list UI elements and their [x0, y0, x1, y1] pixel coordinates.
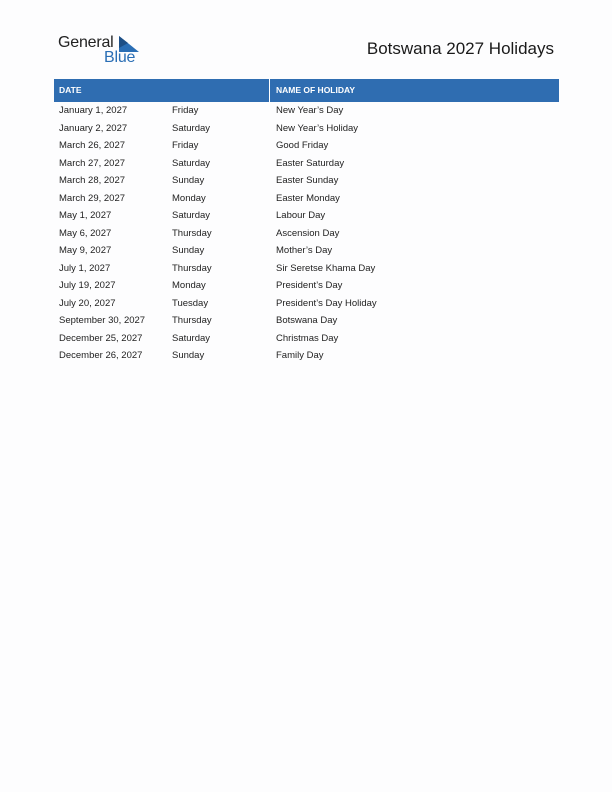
holiday-weekday: Friday [172, 105, 199, 116]
holiday-date: March 28, 2027 [59, 175, 126, 186]
holiday-date: January 1, 2027 [59, 105, 128, 116]
holiday-date: May 1, 2027 [59, 210, 112, 221]
holiday-date: July 1, 2027 [59, 262, 111, 274]
holiday-name: Family Day [276, 350, 324, 361]
holiday-name: Labour Day [276, 210, 326, 221]
holiday-weekday: Thursday [172, 227, 212, 239]
holiday-date: December 25, 2027 [59, 332, 143, 344]
table-row [54, 207, 559, 225]
holiday-weekday: Thursday [172, 262, 212, 274]
column-header-name: NAME OF HOLIDAY [276, 85, 356, 95]
holiday-date: January 2, 2027 [59, 122, 128, 134]
holiday-date: May 9, 2027 [59, 245, 112, 256]
table-row [54, 330, 559, 348]
holiday-date: March 26, 2027 [59, 140, 126, 151]
table-row [54, 242, 559, 260]
holiday-weekday: Tuesday [172, 297, 209, 309]
holiday-date: March 27, 2027 [59, 157, 126, 169]
holiday-date: March 29, 2027 [59, 192, 126, 204]
table-row [54, 347, 559, 365]
holiday-weekday: Friday [172, 140, 199, 151]
holiday-name: Easter Monday [276, 192, 340, 204]
logo [58, 34, 148, 68]
holiday-name: New Year’s Day [276, 105, 344, 116]
holiday-weekday: Saturday [172, 157, 211, 169]
page-title: Botswana 2027 Holidays [366, 39, 554, 58]
holiday-name: President’s Day [276, 280, 343, 291]
holiday-table-body [54, 102, 559, 365]
holiday-weekday: Monday [172, 280, 206, 291]
table-row [54, 277, 559, 295]
holiday-weekday: Saturday [172, 210, 211, 221]
holiday-weekday: Saturday [172, 122, 211, 134]
table-row [54, 295, 559, 313]
holiday-name: Sir Seretse Khama Day [276, 262, 376, 274]
table-row [54, 312, 559, 330]
holiday-weekday: Sunday [172, 245, 205, 256]
holiday-name: Easter Sunday [276, 175, 339, 186]
holiday-date: July 20, 2027 [59, 297, 116, 309]
column-header-date: DATE [54, 79, 270, 102]
table-row [54, 225, 559, 243]
table-row [54, 155, 559, 173]
logo-word-blue: Blue [104, 49, 136, 66]
table-row [54, 260, 559, 278]
holiday-date: July 19, 2027 [59, 280, 116, 291]
holiday-date: September 30, 2027 [59, 315, 146, 326]
table-row [54, 102, 559, 120]
holiday-name: New Year’s Holiday [276, 122, 359, 134]
holiday-name: Mother’s Day [276, 245, 333, 256]
table-row [54, 120, 559, 138]
holiday-weekday: Monday [172, 192, 206, 204]
holiday-name: Ascension Day [276, 227, 340, 239]
holiday-weekday: Thursday [172, 315, 212, 326]
table-row [54, 190, 559, 208]
table-header [54, 79, 559, 102]
holiday-weekday: Sunday [172, 175, 205, 186]
holiday-name: Good Friday [276, 140, 329, 151]
holiday-name: Christmas Day [276, 332, 339, 344]
logo-word-general: General [58, 34, 114, 51]
table-row [54, 172, 559, 190]
holiday-name: Easter Saturday [276, 157, 345, 169]
holiday-weekday: Sunday [172, 350, 205, 361]
holiday-date: May 6, 2027 [59, 227, 112, 239]
holiday-name: President’s Day Holiday [276, 297, 377, 309]
holiday-weekday: Saturday [172, 332, 211, 344]
holiday-name: Botswana Day [276, 315, 338, 326]
table-row [54, 137, 559, 155]
holiday-date: December 26, 2027 [59, 350, 143, 361]
